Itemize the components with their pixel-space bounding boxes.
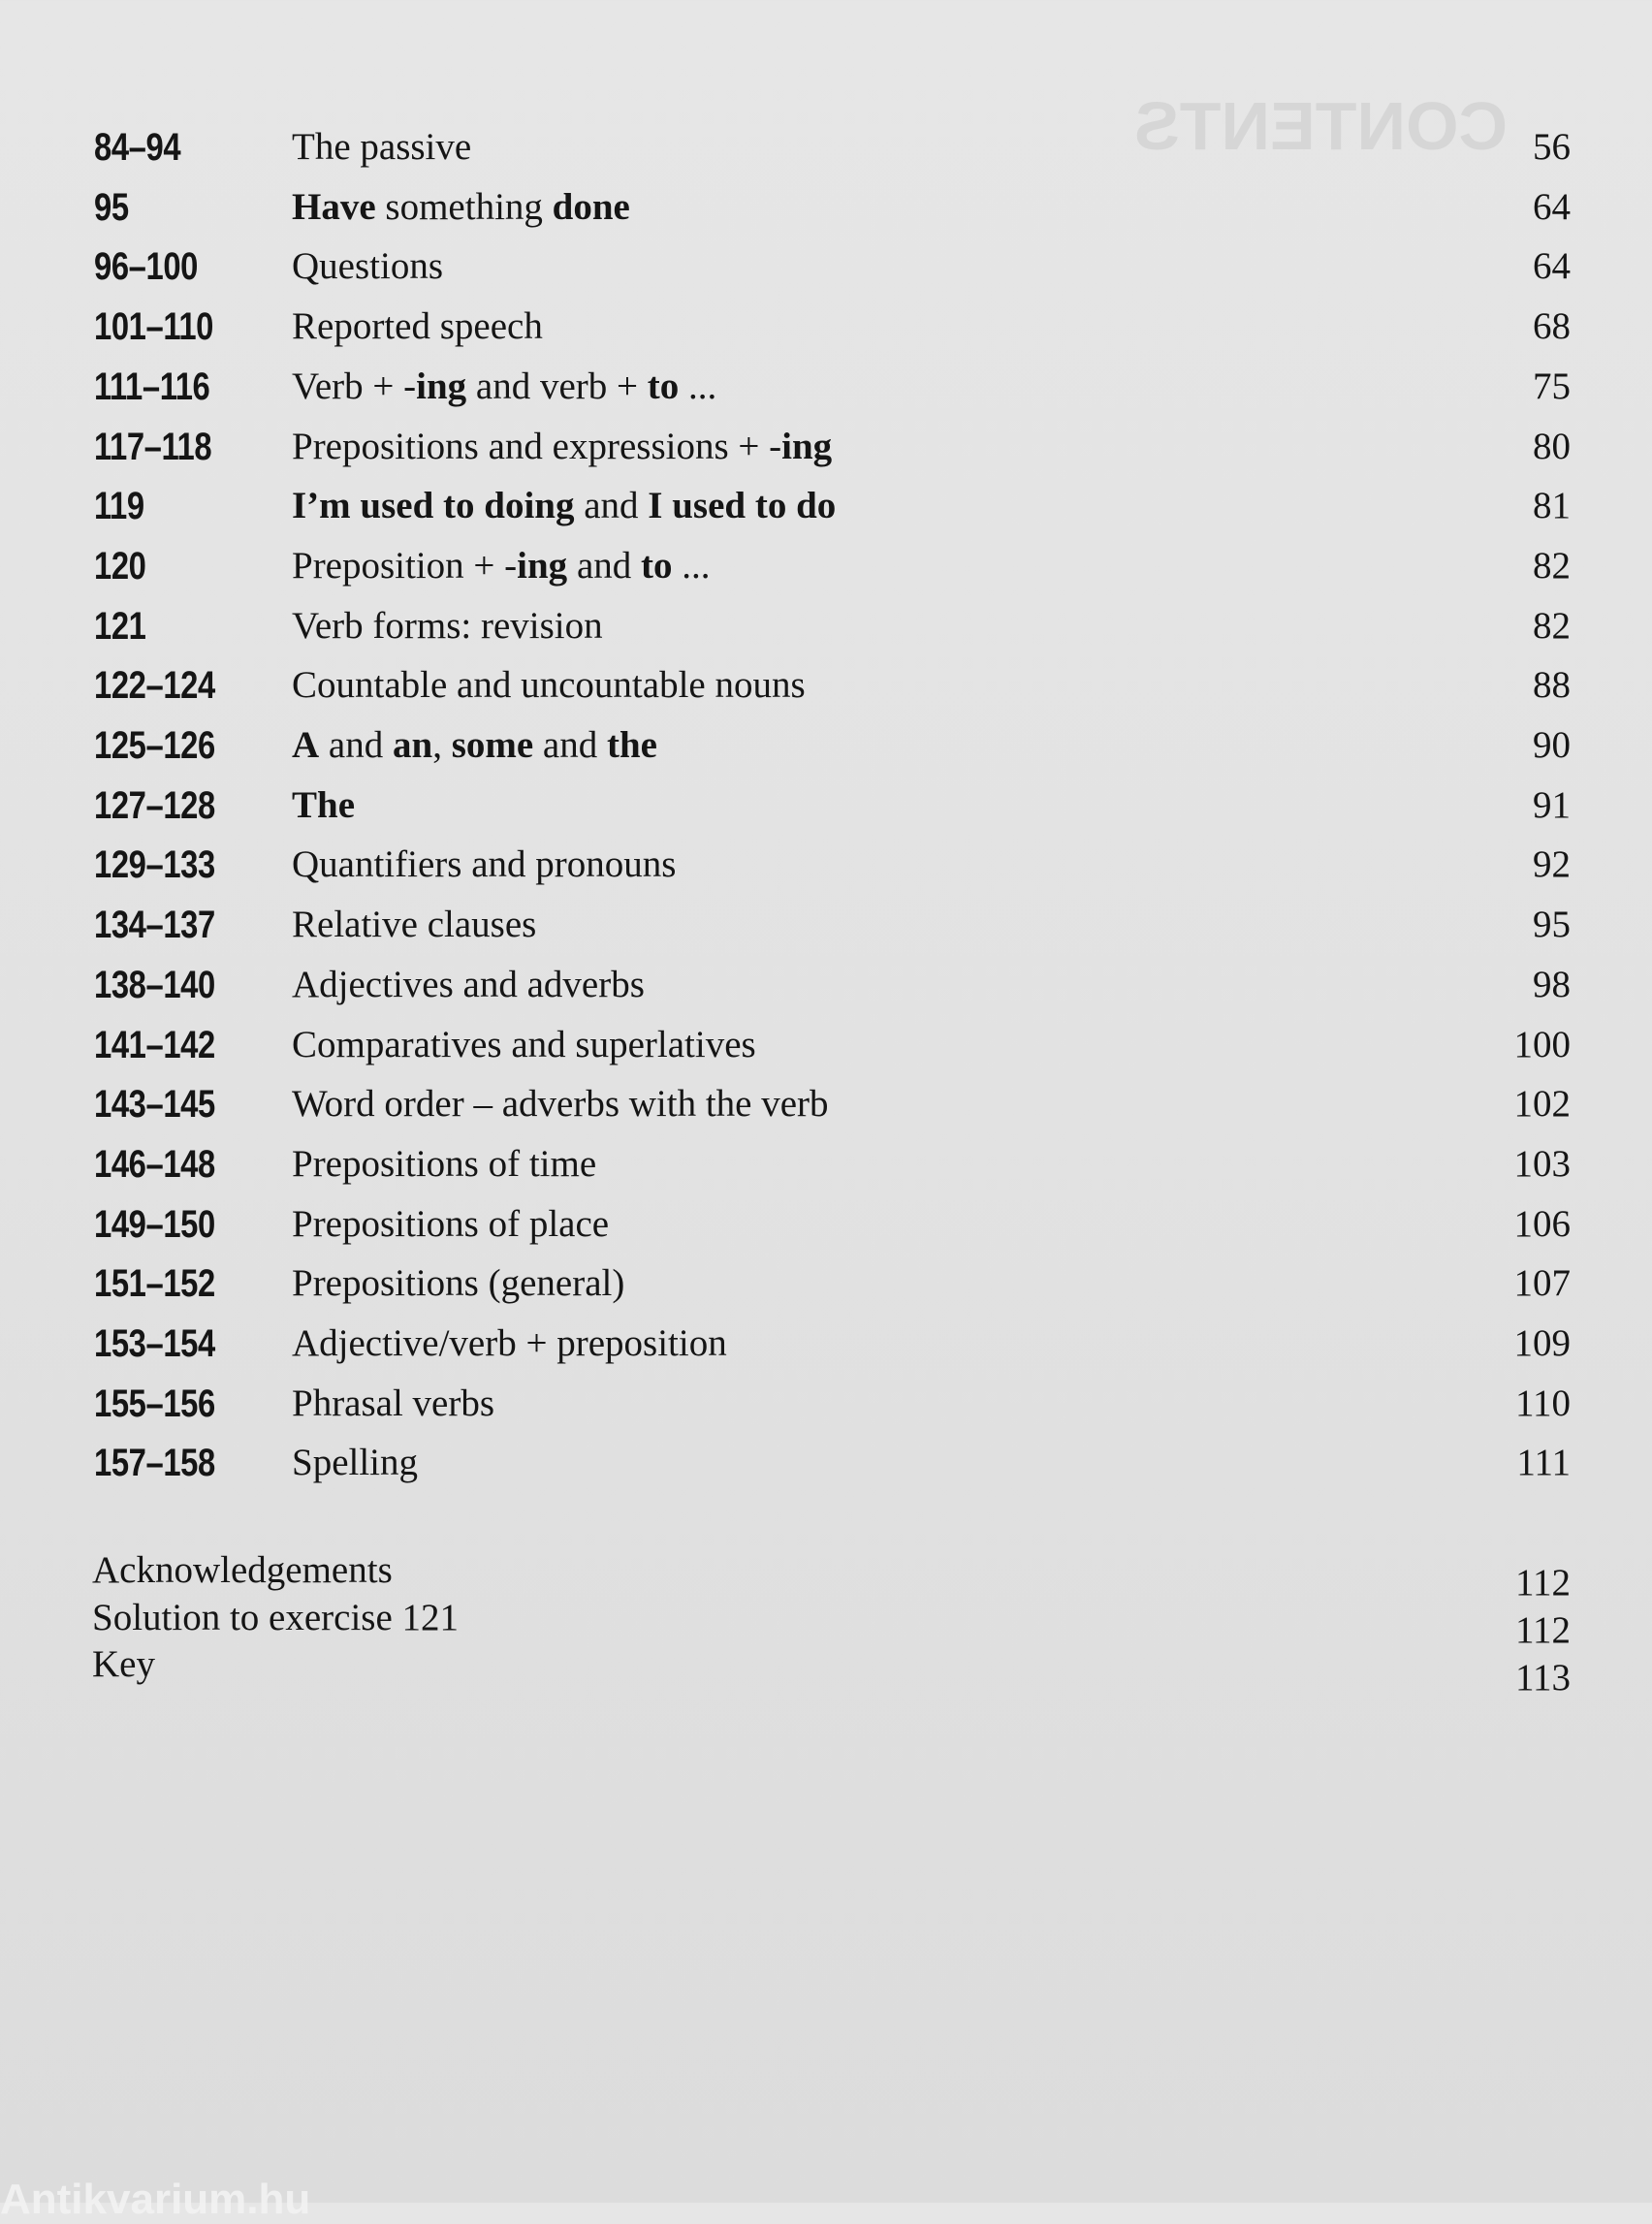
page-number: 98: [1533, 963, 1571, 1005]
toc-entry: [0, 1256, 1652, 1311]
title-part: and: [567, 544, 641, 587]
page-number: 82: [1533, 544, 1571, 587]
entry-title: [292, 599, 603, 653]
entry-title: [292, 1197, 609, 1252]
page-number: 56: [1533, 126, 1571, 168]
page-number: 102: [1513, 1083, 1571, 1126]
unit-range: 141–142: [94, 1023, 215, 1066]
title-part: Preposition + -: [292, 544, 518, 587]
toc-entry: [0, 1436, 1652, 1490]
title-part: Verb forms: revision: [292, 604, 603, 647]
title-bold-part: I used to do: [648, 485, 837, 527]
title-bold-part: to: [647, 365, 680, 407]
toc-entry: [0, 1137, 1652, 1191]
unit-range: 127–128: [94, 783, 215, 827]
back-matter-title: Acknowledgements: [92, 1549, 393, 1591]
title-part: Adjectives and adverbs: [292, 963, 645, 1005]
page-number: 100: [1513, 1023, 1571, 1065]
unit-range: 96–100: [94, 245, 198, 289]
title-part: Quantifiers and pronouns: [292, 843, 677, 886]
title-bold-part: ing: [416, 365, 467, 407]
page-number: 95: [1533, 904, 1571, 946]
unit-range: 138–140: [94, 963, 215, 1006]
title-bold-part: to: [641, 544, 673, 587]
entry-title: [292, 300, 543, 354]
title-part: and: [319, 724, 393, 766]
page-number: 82: [1533, 604, 1571, 647]
entry-title: [292, 778, 355, 833]
page-number: 80: [1533, 425, 1571, 467]
title-bold-part: an: [392, 724, 433, 766]
unit-range: 149–150: [94, 1202, 215, 1246]
title-part: Relative clauses: [292, 904, 537, 946]
back-matter-page: 112: [1514, 1609, 1571, 1651]
page-number: 90: [1533, 724, 1571, 766]
title-part: Word order – adverbs with the verb: [292, 1083, 829, 1126]
toc-entry: [0, 300, 1652, 354]
page-number: 103: [1513, 1142, 1571, 1185]
page-number: 107: [1513, 1262, 1571, 1305]
title-part: Comparatives and superlatives: [292, 1023, 756, 1065]
unit-range: 146–148: [94, 1142, 215, 1186]
entry-title: [292, 838, 676, 892]
toc-entry: [0, 120, 1652, 175]
page-number: 64: [1533, 245, 1571, 288]
page-number: 88: [1533, 664, 1571, 707]
entry-title: [292, 420, 832, 474]
unit-range: 84–94: [94, 126, 181, 169]
title-part: Prepositions of time: [292, 1142, 597, 1185]
toc-entry: [0, 898, 1652, 952]
entry-title: [292, 1077, 829, 1131]
page-number: 91: [1533, 783, 1571, 826]
entry-title: [292, 1377, 494, 1431]
unit-range: 129–133: [94, 843, 215, 887]
title-part: something: [375, 185, 553, 228]
title-part: ...: [672, 544, 711, 587]
entry-title: [292, 658, 806, 713]
title-bold-part: some: [451, 724, 534, 766]
unit-range: 121: [94, 604, 146, 648]
title-bold-part: The: [292, 783, 356, 826]
unit-range: 134–137: [94, 904, 215, 947]
title-bold-part: ing: [517, 544, 568, 587]
entry-title: [292, 718, 657, 773]
unit-range: 151–152: [94, 1262, 215, 1306]
page-number: 81: [1533, 485, 1571, 527]
toc-entry: [0, 1077, 1652, 1131]
toc-entry: [0, 958, 1652, 1012]
toc-entry: [0, 1377, 1652, 1431]
unit-range: 101–110: [94, 305, 214, 349]
title-part: and: [574, 485, 649, 527]
unit-range: 119: [94, 485, 144, 528]
unit-range: 143–145: [94, 1083, 215, 1127]
page-number: 110: [1514, 1382, 1571, 1424]
toc-entry: [0, 239, 1652, 294]
toc-entry: [0, 658, 1652, 713]
title-bold-part: the: [606, 724, 657, 766]
page-number: 106: [1513, 1202, 1571, 1245]
title-part: Prepositions (general): [292, 1262, 625, 1305]
title-part: and: [533, 724, 607, 766]
entry-title: [292, 180, 630, 235]
page-number: 111: [1516, 1442, 1571, 1484]
page-number: 68: [1533, 305, 1571, 348]
toc-entry: [0, 479, 1652, 533]
page-number: 92: [1533, 843, 1571, 886]
title-bold-part: A: [292, 724, 320, 766]
toc-entry: [0, 599, 1652, 653]
entry-title: [292, 1137, 596, 1191]
toc-entry: [0, 838, 1652, 892]
title-part: Reported speech: [292, 305, 543, 348]
show-through-heading: CONTENTS: [1134, 88, 1508, 164]
back-matter-title: Solution to exercise 121: [92, 1596, 460, 1638]
unit-range: 111–116: [94, 365, 210, 408]
title-bold-part: Have: [292, 185, 376, 228]
unit-range: 157–158: [94, 1442, 215, 1485]
entry-title: [292, 1436, 418, 1490]
watermark: Antikvarium.hu: [0, 2176, 311, 2223]
entry-title: [292, 120, 471, 175]
unit-range: 153–154: [94, 1322, 215, 1365]
entry-title: [292, 479, 836, 533]
title-part: and verb +: [466, 365, 648, 407]
back-matter-title: Key: [92, 1643, 155, 1685]
toc-entry: [0, 1317, 1652, 1371]
back-matter-page: 113: [1514, 1657, 1571, 1699]
toc-entry: [0, 1018, 1652, 1072]
page-number: 109: [1513, 1322, 1571, 1364]
toc-entry: [0, 420, 1652, 474]
unit-range: 125–126: [94, 724, 215, 767]
title-part: Adjective/verb + preposition: [292, 1322, 727, 1364]
unit-range: 155–156: [94, 1382, 215, 1425]
page-number: 75: [1533, 365, 1571, 407]
title-part: Prepositions of place: [292, 1202, 610, 1245]
entry-title: [292, 360, 716, 414]
title-part: Countable and uncountable nouns: [292, 664, 806, 707]
unit-range: 122–124: [94, 664, 215, 708]
title-part: Verb + -: [292, 365, 417, 407]
title-part: Spelling: [292, 1442, 419, 1484]
entry-title: [292, 1256, 624, 1311]
title-part: Questions: [292, 245, 443, 288]
title-part: ...: [679, 365, 717, 407]
toc-entry: [0, 1197, 1652, 1252]
title-bold-part: done: [552, 185, 630, 228]
title-bold-part: ing: [781, 425, 833, 467]
back-matter-page: 112: [1514, 1562, 1571, 1604]
unit-range: 95: [94, 185, 129, 229]
toc-entry: [0, 539, 1652, 593]
entry-title: [292, 539, 711, 593]
title-bold-part: I’m used to doing: [292, 485, 575, 527]
title-part: The passive: [292, 126, 472, 168]
toc-entry: [0, 718, 1652, 773]
toc-entry: [0, 778, 1652, 833]
unit-range: 117–118: [94, 425, 212, 468]
entry-title: [292, 1317, 727, 1371]
toc-entry: [0, 360, 1652, 414]
page-number: 64: [1533, 185, 1571, 228]
title-part: ,: [432, 724, 452, 766]
toc-entry: [0, 180, 1652, 235]
title-part: Phrasal verbs: [292, 1382, 495, 1424]
entry-title: [292, 1018, 756, 1072]
unit-range: 120: [94, 544, 146, 588]
title-part: Prepositions and expressions + -: [292, 425, 782, 467]
entry-title: [292, 958, 645, 1012]
entry-title: [292, 239, 443, 294]
entry-title: [292, 898, 536, 952]
